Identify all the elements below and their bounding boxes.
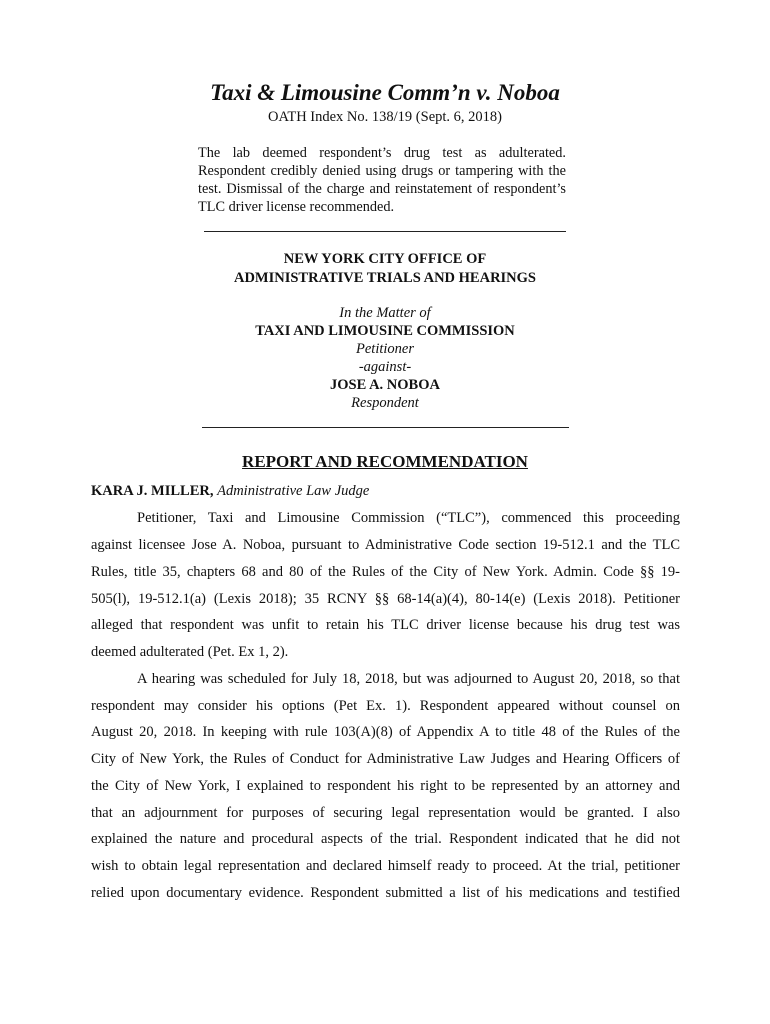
respondent-role: Respondent — [351, 395, 419, 411]
judge-title: Administrative Law Judge — [217, 483, 370, 499]
case-summary: The lab deemed respondent’s drug test as adulterated. Respondent credibly denied using drugs or tampering with the test. Dismissal of the charge and reinstatement of respondent’s TLC driver license recommended. — [198, 145, 566, 215]
petitioner-role: Petitioner — [356, 341, 414, 357]
paragraph-line: wish to obtain legal representation and declared himself ready to proceed. At the trial, petitioner — [91, 858, 680, 874]
paragraph-line: explained the nature and procedural aspects of the trial. Respondent indicated that he did not — [91, 831, 680, 847]
paragraph-line: August 20, 2018. In keeping with rule 103(A)(8) of Appendix A to title 48 of the Rules of the — [91, 724, 680, 740]
in-the-matter-of: In the Matter of — [339, 305, 431, 321]
against-line: -against- — [358, 359, 412, 375]
paragraph-line: alleged that respondent was unfit to retain his TLC driver license because his drug test was — [91, 617, 680, 633]
judge-line — [91, 483, 369, 500]
paragraph-line: respondent may consider his options (Pet Ex. 1). Respondent appeared without counsel on — [91, 698, 680, 714]
paragraph-line: that an adjournment for purposes of securing legal representation would be granted. I also — [91, 805, 680, 821]
paragraph-line: relied upon documentary evidence. Respondent submitted a list of his medications and testified — [91, 885, 680, 901]
petitioner-name: TAXI AND LIMOUSINE COMMISSION — [255, 323, 515, 339]
paragraph-line: against licensee Jose A. Noboa, pursuant to Administrative Code section 19-512.1 and the TLC — [91, 537, 680, 553]
paragraph-line: Petitioner, Taxi and Limousine Commission (“TLC”), commenced this proceeding — [137, 510, 680, 526]
respondent-name: JOSE A. NOBOA — [330, 377, 440, 393]
office-name-line2: ADMINISTRATIVE TRIALS AND HEARINGS — [233, 270, 536, 286]
case-title: Taxi & Limousine Comm’n v. Noboa — [210, 80, 560, 105]
paragraph-line: 505(l), 19-512.1(a) (Lexis 2018); 35 RCNY §§ 68-14(a)(4), 80-14(e) (Lexis 2018). Petitioner — [91, 591, 680, 607]
case-index-line: OATH Index No. 138/19 (Sept. 6, 2018) — [268, 109, 502, 125]
paragraph-line: Rules, title 35, chapters 68 and 80 of the Rules of the City of New York. Admin. Code §§ 19- — [91, 564, 680, 580]
divider-top — [204, 231, 566, 232]
paragraph-line: A hearing was scheduled for July 18, 2018, but was adjourned to August 20, 2018, so that — [137, 671, 680, 687]
paragraph-line: deemed adulterated (Pet. Ex 1, 2). — [91, 644, 289, 660]
office-name-line1: NEW YORK CITY OFFICE OF — [283, 251, 487, 267]
paragraph-line: the City of New York, I explained to respondent his right to be represented by an attorney and — [91, 778, 680, 794]
report-heading: REPORT AND RECOMMENDATION — [242, 452, 528, 471]
paragraph-line: City of New York, the Rules of Conduct for Administrative Law Judges and Hearing Officers of — [91, 751, 680, 767]
judge-name: KARA J. MILLER, — [91, 483, 214, 499]
divider-bottom — [202, 427, 569, 428]
